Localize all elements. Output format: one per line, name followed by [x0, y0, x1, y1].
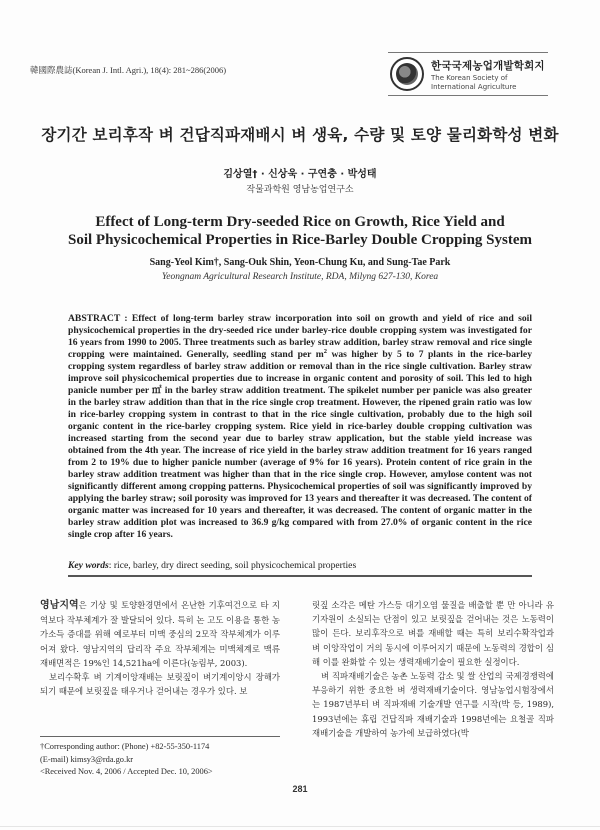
- footnotes: [40, 741, 290, 779]
- keywords: [68, 560, 532, 571]
- footnote-divider: [40, 736, 280, 737]
- affiliation-korean: 작물과학원 영남농업연구소: [246, 185, 354, 195]
- abstract-divider: [68, 575, 532, 577]
- page-bottom-edge: [0, 826, 600, 827]
- society-logo: [388, 52, 548, 96]
- abstract-label: ABSTRACT: [68, 313, 121, 324]
- footnote-received: <Received Nov. 4, 2006 / Accepted Dec. 10, 2006>: [40, 767, 213, 776]
- affiliation-english: Yeongnam Agricultural Research Institute, RDA, Milyng 627-130, Korea: [161, 272, 439, 282]
- society-name-korean: 한국국제농업개발학회지: [431, 60, 545, 72]
- abstract: [68, 313, 532, 541]
- body-right-column: [312, 598, 554, 740]
- body-paragraph: 벼 직파재배기술은 농촌 노동력 감소 및 쌀 산업의 국제경쟁력에 부응하기 위한 중요한 벼 생력재배기술이다. 영남농업시험장에서는 1987년부터 벼 직파재배 기술개발 연구를 시작(박 등, 1989), 1993년에는 휴립 건답직파 재배기술과 1998년에는 요철골 직파재배기술을 개발하여 농가에 보급하였다(박: [312, 671, 554, 738]
- abstract-superscript: 2: [323, 347, 327, 355]
- abstract-text-part2: was higher by 5 to 7 plants in the rice-barley cropping system regardless of barley straw addition or removal than in the rice single cultivation. Barley straw improve soil physicochemical properties due to increase in organic content and porosity of soil. This led to high panicle number per ㎡ in the barley straw addition treatment. The spikelet number per panicle was also greater in the barley straw addition than that in the rice single crop treatment. However, the ripened grain ratio was low in rice-barley cropping system in contrast to that in the rice single cultivation, probably due to the high soil organic content in the rice-barley cropping system. Rice yield in rice-barley double cropping cultivation was increased starting from the second year due to barley straw application, but the stable yield increase was obtained from the 4th year. The increase of rice yield in the barley straw addition treatment for 16 years ranged from 2 to 19% due to higher panicle number (average of 9% for 16 years). Protein content of rice grain in the barley straw addition treatment was higher than that in the rice single crop. However, amylose content was not significantly different among cropping patterns. Physicochemical properties of soil was significantly improved by applying the barley straw; soil porosity was improved for 13 years and thereafter it was decreased. The content of organic matter was increased for 10 years and thereafter, it was decreased. The content of organic matter in the barley straw addition plot was increased to 36.9 g/kg compared with from 27.0% of organic content in the rice single crop after 16 years.: [68, 349, 532, 540]
- authors-english: Sang-Yeol Kim†, Sang-Ouk Shin, Yeon-Chung Ku, and Sung-Tae Park: [149, 257, 451, 268]
- title-english-line2: Soil Physicochemical Properties in Rice-Barley Double Cropping System: [68, 232, 532, 248]
- body-left-column: [40, 598, 280, 698]
- authors-korean: 김상열† · 신상욱 · 구연충 · 박성태: [223, 169, 377, 180]
- journal-reference: 韓國際農誌(Korean J. Intl. Agri.), 18(4): 281~286(2006): [30, 65, 227, 75]
- body-paragraph: 릿짚 소각은 메탄 가스등 대기오염 물질을 배출할 뿐 만 아니라 유기자원이 소실되는 단점이 있고 보릿짚을 걷어내는 것은 노동력이 많이 든다. 보리후작으로 벼를 재배할 때는 특히 보리수확작업과 벼 이앙작업이 거의 동시에 이루어지기 때문에 노동력의 경합이 심해 이를 완화할 수 있는 생력재배기술이 필요한 실정이다.: [312, 600, 554, 667]
- footnote-corresponding-author: †Corresponding author: (Phone) +82-55-350-1174: [40, 742, 210, 751]
- keywords-text: : rice, barley, dry direct seeding, soil physicochemical properties: [108, 560, 357, 571]
- abstract-text-part1: : Effect of long-term barley straw incorporation into soil on growth and yield of rice and soil physicochemical properties in the dry-seeded rice under barley-rice double cropping system was investigated for 16 years from 1990 to 2005. Three treatments such as barley straw addition, barley straw removal and rice single cropping were maintained. Generally, seedling stand per m: [68, 313, 532, 360]
- society-name-english: The Korean Society of International Agriculture: [431, 74, 517, 91]
- body-paragraph: 보리수확후 벼 기계이앙재배는 보릿짚이 벼기계이앙시 장해가 되기 때문에 보릿짚을 태우거나 걷어내는 경우가 있다. 보: [40, 672, 280, 697]
- title-english-line1: Effect of Long-term Dry-seeded Rice on Growth, Rice Yield and: [95, 214, 505, 230]
- title-korean: 장기간 보리후작 벼 건답직파재배시 벼 생육, 수량 및 토양 물리화학성 변화: [41, 126, 559, 144]
- footnote-email: (E-mail) kimsy3@rda.go.kr: [40, 754, 134, 764]
- body-paragraph: [40, 598, 280, 670]
- body-paragraph-text: 은 기상 및 토양환경면에서 온난한 기후여건으로 타 지역보다 작부체계가 잘 발달되어 있다. 특히 논 고도 이용을 통한 농가소득 증대를 위해 예로부터 미맥 중심의 2모작 작부체계가 이루어져 왔다. 영남지역의 답리작 주요 작부체계는 미맥체계로 맥류 재배면적은 19%인 14,521ha에 이른다(농림부, 2003).: [40, 600, 280, 668]
- keywords-label: Key words: [68, 560, 109, 571]
- page-number: 281: [292, 784, 308, 794]
- globe-emblem-icon: [390, 57, 424, 91]
- lead-word: 영남지역: [40, 600, 79, 611]
- title-english: [0, 213, 600, 249]
